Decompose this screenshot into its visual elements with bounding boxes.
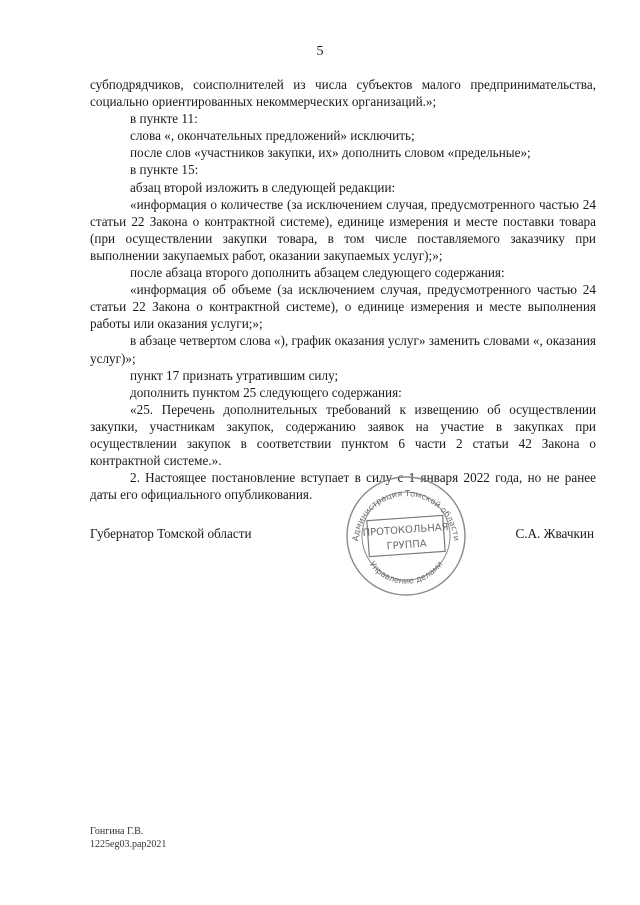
stamp-ring-bottom-text: Управление делами <box>367 559 445 586</box>
stamp <box>344 474 468 598</box>
paragraph: «информация о количестве (за исключением случая, предусмотренного частью 24 статьи 22 Закона о контрактной системе), единице измерения и месте поставки товара (при осуществлении закупки товара, в том числе поставляемого заказчику при выполнении закупаемых работ, оказании закупаемых услуг);»; <box>90 196 596 263</box>
paragraph: «информация об объеме (за исключением случая, предусмотренного частью 24 статьи 22 Закона о контрактной системе), о единице измерения и месте выполнения работы или оказания услуги;»; <box>90 282 596 332</box>
stamp-center-line2: ГРУППА <box>386 538 428 553</box>
paragraph: дополнить пунктом 25 следующего содержания: <box>130 384 402 400</box>
paragraph: субподрядчиков, соисполнителей из числа субъектов малого предпринимательства, социально ориентированных некоммерческих организаций.»; <box>90 77 596 110</box>
paragraph: слова «, окончательных предложений» исключить; <box>130 128 415 144</box>
paragraph: пункт 17 признать утратившим силу; <box>130 367 339 383</box>
signatory-title: Губернатор Томской области <box>90 526 252 541</box>
paragraph: абзац второй изложить в следующей редакции: <box>130 179 396 195</box>
paragraph: «25. Перечень дополнительных требований к извещению об осуществлении закупки, участникам закупок, содержанию заявок на участие в закупках при осуществлении закупок в соответствии пунктом 6 части 2 статьи 42 Закона о контрактной системе.». <box>90 401 596 469</box>
stamp-seal-icon <box>344 474 468 598</box>
paragraph: 2. Настоящее постановление вступает в силу с 1 января 2022 года, но не ранее даты его официального опубликования. <box>90 470 596 503</box>
paragraph: после слов «участников закупки, их» дополнить словом «предельные»; <box>130 145 531 161</box>
executor-file: 1225eg03.pap2021 <box>90 838 167 850</box>
executor-note <box>90 826 166 851</box>
executor-name: Гонгина Г.В. <box>90 826 144 837</box>
paragraph: в абзаце четвертом слова «), график оказания услуг» заменить словами «, оказания услуг)»; <box>90 333 596 366</box>
stamp-ring-top-text: Администрация Томской области <box>350 487 462 542</box>
signatory-name: С.А. Жвачкин <box>515 526 594 541</box>
paragraph: после абзаца второго дополнить абзацем следующего содержания: <box>130 265 505 281</box>
paragraph: в пункте 11: <box>130 111 198 127</box>
page-number: 5 <box>316 44 324 59</box>
paragraph: в пункте 15: <box>130 162 199 178</box>
stamp-center-line1: ПРОТОКОЛЬНАЯ <box>362 522 449 540</box>
body-text <box>90 76 596 503</box>
